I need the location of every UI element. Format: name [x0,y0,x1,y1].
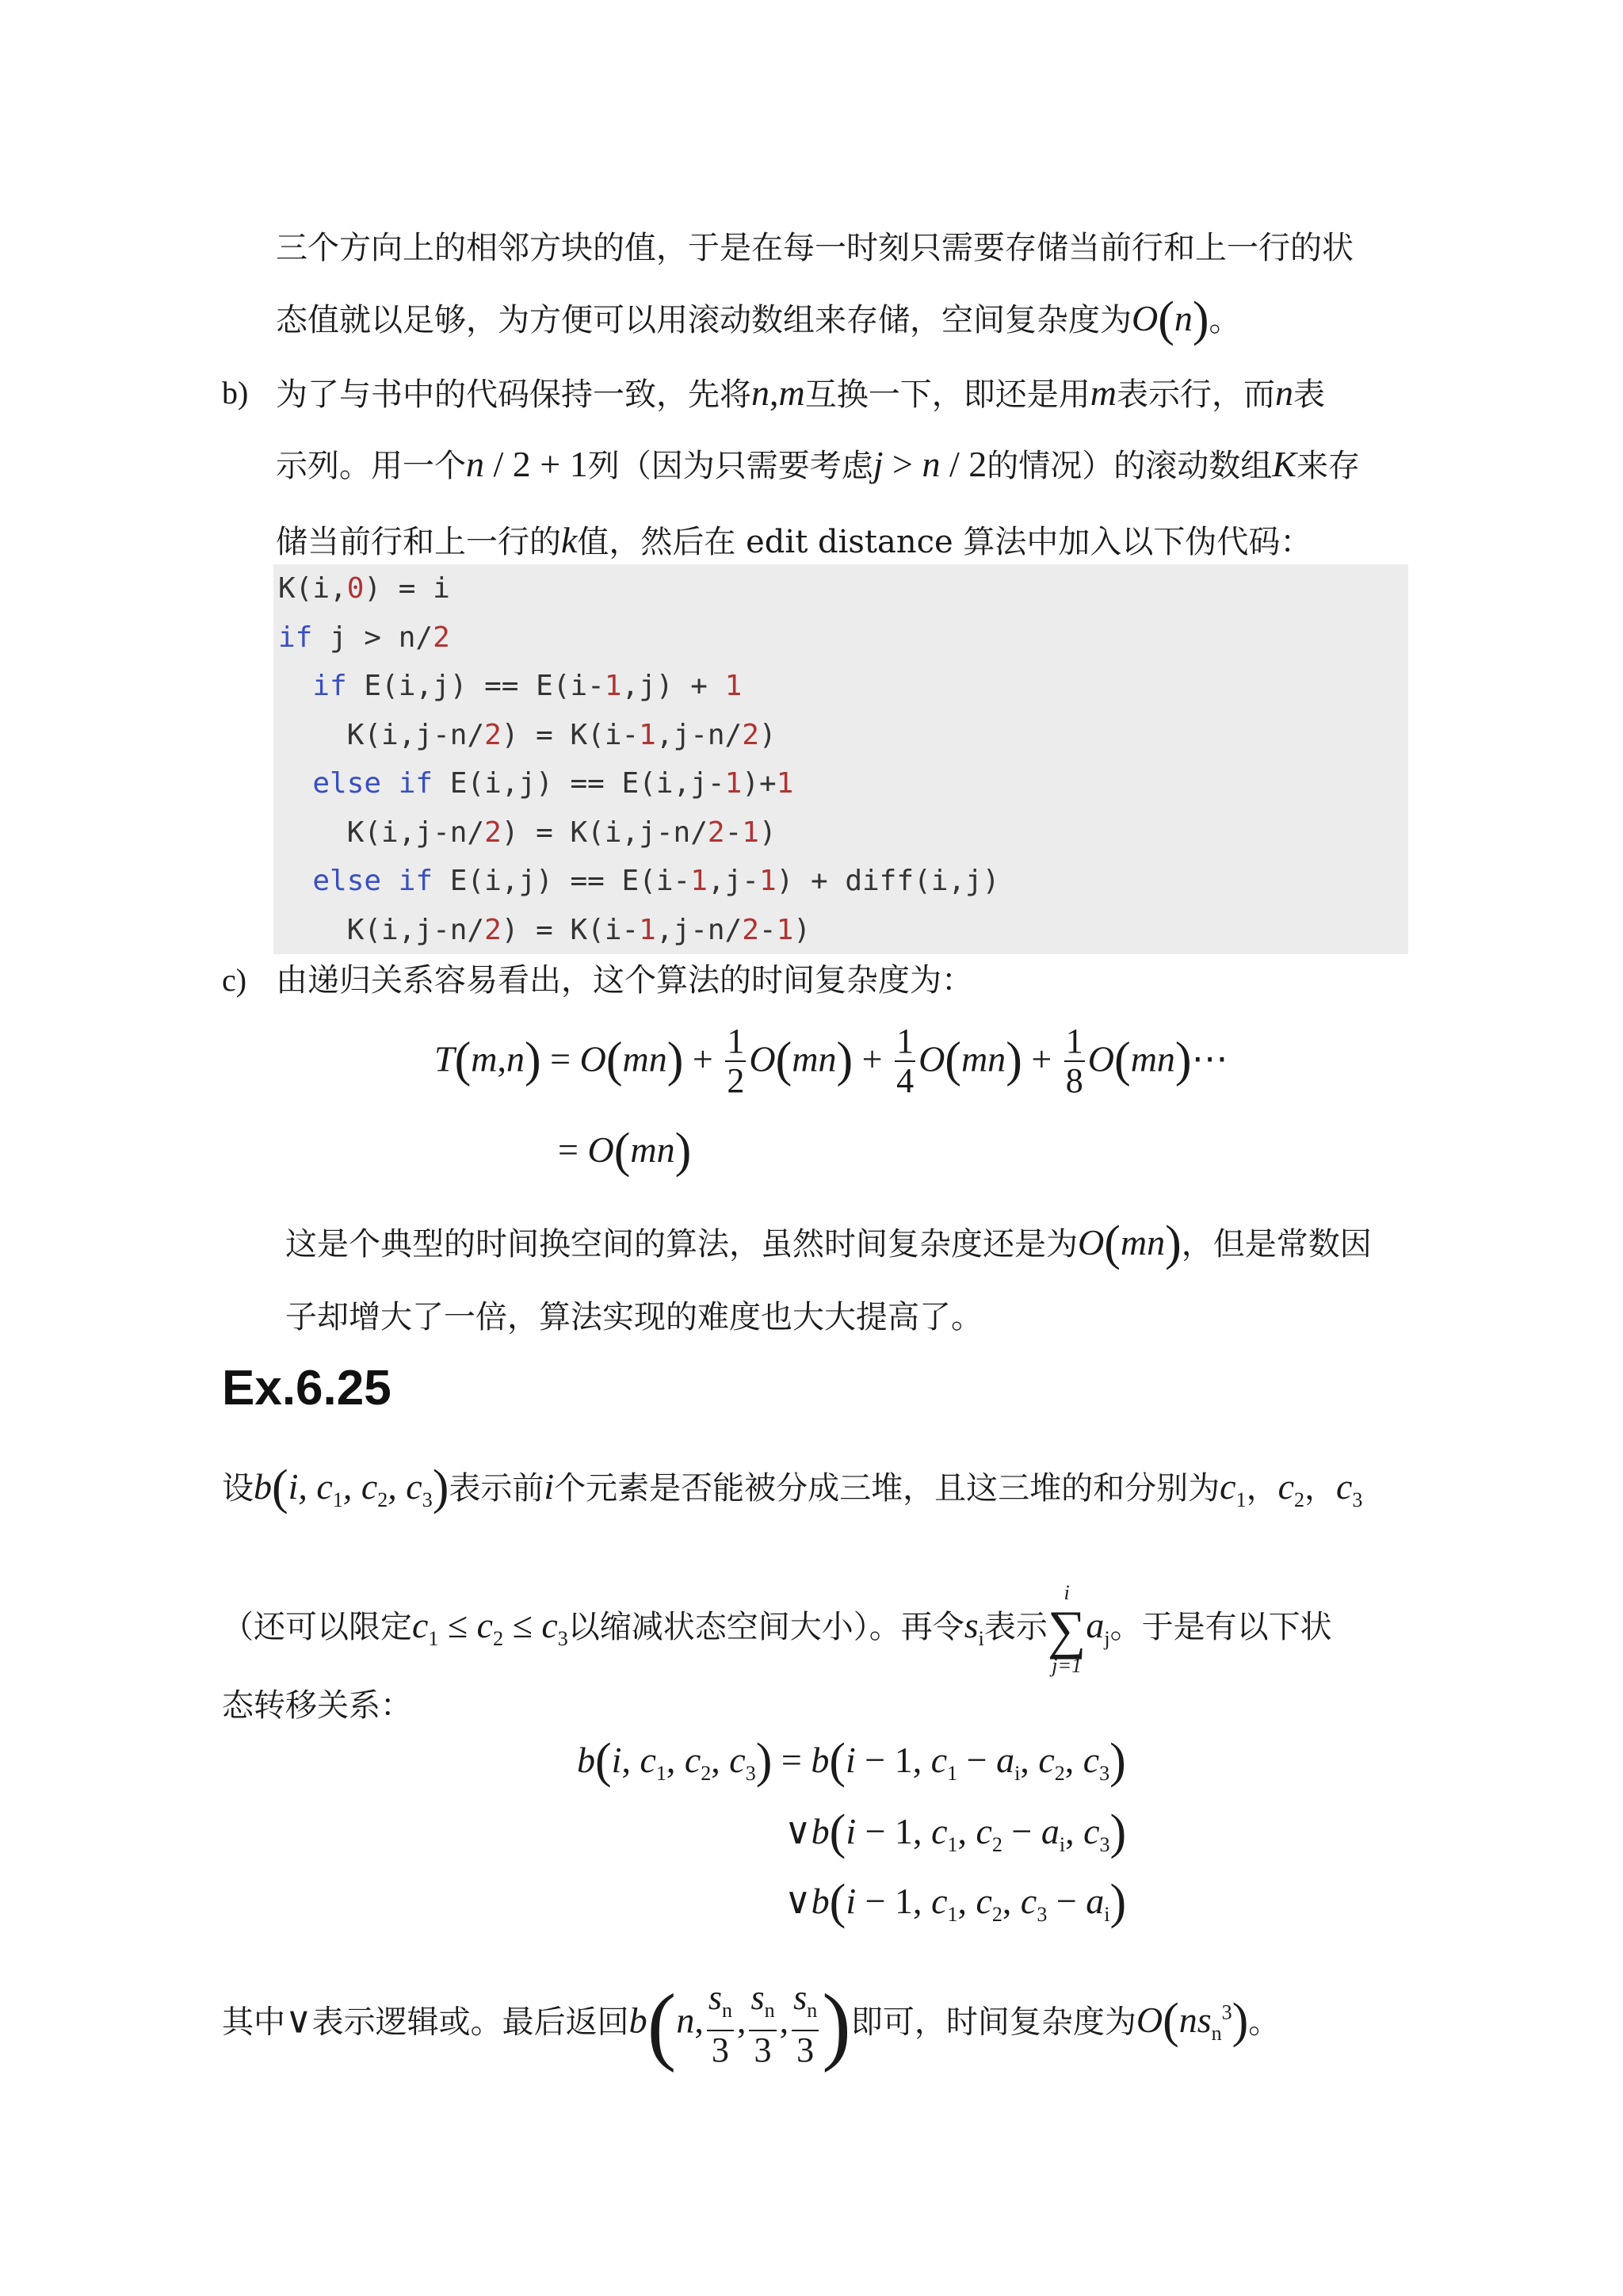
text: 互换一下，即还是用 [804,376,1090,413]
math-c2: $c_2$ [1277,1466,1304,1512]
math-c2: $c_2$ [476,1605,504,1651]
text: 设 [222,1470,254,1507]
math-O-n: O(n) [1132,292,1209,346]
fraction: $\frac{s_n}{3}$ [750,1978,775,2070]
math-comma: , [769,372,779,413]
math-O-mn: O(mn) [1078,1217,1182,1270]
code-block [273,564,1408,954]
code-line: else if E(i,j) == E(i,j-1)+1 [312,767,794,800]
paragraph-line: 其中∨表示逻辑或。最后返回b(n, $\frac{s_n}{3}$ , $\frac{s_n}{3}$ , $\frac{s_n}{3}$ )即可，时间复杂度为$O(ns_n^3)$。 [222,1976,1281,2073]
paragraph-line: 设b(i, $c_1$, $c_2$, $c_3$)表示前i个元素是否能被分成三堆，且这三堆的和分别为$c_1$，$c_2$，$c_3$ [222,1461,1363,1515]
math-b-return: b [628,2000,647,2041]
paragraph-line [276,517,1312,566]
paragraph-line: 三个方向上的相邻方块的值，于是在每一时刻只需要存储当前行和上一行的状 [276,230,1354,266]
math-i: i [544,1466,555,1507]
math-n: n [1274,372,1293,413]
math-m: m [1090,372,1117,413]
text: 表示 [983,1609,1048,1645]
code-line: K(i,j-n/2) = K(i,j-n/2-1) [278,816,777,849]
paragraph-line [285,1219,1372,1268]
text: ，但是常数因 [1181,1226,1372,1263]
math-n-half-plus-one: n [466,444,484,484]
text: 。 [1248,2004,1281,2041]
math-c3: $c_3$ [1335,1466,1363,1512]
text: 态值就以足够，为方便可以用滚动数组来存储，空间复杂度为 [276,302,1132,338]
text: 表示行，而 [1116,376,1275,413]
text: 即可，时间复杂度为 [850,2004,1136,2041]
math-m: m [778,372,805,413]
text: 以缩减状态空间大小）。再令 [567,1609,964,1645]
text: 表示前 [449,1470,544,1507]
fraction: $\frac{s_n}{3}$ [793,1978,818,2070]
paragraph-line [276,441,1360,490]
text: 列（因为只需要考虑 [587,448,873,484]
text: 值，然后在 edit distance 算法中加入以下伪代码： [577,524,1312,560]
paragraph-line [276,292,1241,346]
text: 来存 [1296,448,1360,484]
text: 个元素是否能被分成三堆，且这三堆的和分别为 [554,1470,1220,1507]
fraction: $\frac{s_n}{3}$ [708,1978,732,2070]
math-n-m: n [751,372,769,413]
code-line: K(i,0) = i [278,572,450,605]
text: 。 [1209,302,1241,338]
text: 表 [1293,376,1325,413]
fraction: $\frac{1}{2}$ [727,1022,745,1100]
text: 为了与书中的代码保持一致，先将 [276,376,751,413]
code-line: if j > n/2 [278,621,450,654]
summation: i ∑ j=1 [1047,1581,1086,1677]
text: 示列。用一个 [276,448,466,484]
math-a-j: $a_j$ [1086,1605,1110,1651]
text: 。于是有以下状 [1109,1609,1332,1645]
math-leq: ≤ [438,1605,477,1645]
fraction: $\frac{1}{4}$ [896,1022,915,1100]
math-K: K [1272,444,1296,484]
math-b: b(i, $c_1$, $c_2$, $c_3$) [254,1461,449,1515]
code-line: K(i,j-n/2) = K(i-1,j-n/2-1) [278,913,811,946]
math-c1: $c_1$ [1220,1466,1247,1512]
paren: ( [647,1976,677,2073]
code-line: if E(i,j) == E(i-1,j) + 1 [312,670,743,702]
math-n: n [922,444,941,484]
paragraph-line [222,1581,1332,1678]
equation-transition-1: b(i, $c_1$, $c_2$, $c_3) = b(i - 1$, $c_1 - a_i$, $c_2$, $c_3$) [577,1734,1126,1788]
code-line: K(i,j-n/2) = K(i-1,j-n/2) [278,718,777,751]
math-n: n [676,2000,695,2041]
math-s-i: $s_i$ [964,1605,984,1651]
paragraph-line: 子却增大了一倍，算法实现的难度也大大提高了。 [285,1299,983,1335]
paragraph-line [276,369,1325,418]
math-c3: $c_3$ [541,1605,568,1651]
paren: ) [822,1976,851,2073]
equation-transition-2: ∨b(i − 1, $c_1$, $c_2 - a_i$, $c_3$) [785,1805,1127,1859]
paragraph-line: 态转移关系： [222,1687,412,1724]
text: 表示逻辑或。最后返回 [311,2004,629,2041]
math-expr: / 2 + 1 [484,444,588,484]
fraction: $\frac{1}{8}$ [1065,1022,1083,1100]
math-ineq: $c_1$ [412,1605,439,1651]
math-complexity: $O(ns_n^3)$ [1136,1994,1249,2049]
text: 这是个典型的时间换空间的算法，虽然时间复杂度还是为 [285,1226,1078,1263]
text: 其中 [222,2004,285,2041]
paragraph-line: 由递归关系容易看出，这个算法的时间复杂度为： [276,962,973,999]
text: （还可以限定 [222,1609,412,1645]
equation-transition-3: ∨b(i − 1, $c_1$, $c_2$, $c_3 - a_i$) [785,1875,1127,1929]
equation-T: T(m,n) = O(mn) + $\frac{1}{2}$ O(mn) + $\frac{1}{4}$ O(mn) + $\frac{1}{8}$ O(mn)⋯ [434,1022,1228,1100]
text: 的情况）的滚动数组 [987,448,1273,484]
math-k: k [561,520,578,560]
math-j: j [873,444,884,484]
math-half: / 2 [940,444,987,484]
math-leq: ≤ [503,1605,542,1645]
math-or: ∨ [285,2000,312,2041]
code-line: else if E(i,j) == E(i-1,j-1) + diff(i,j) [312,865,1000,897]
section-heading: Ex.6.25 [222,1361,391,1415]
text: 储当前行和上一行的 [276,524,561,560]
list-label-b: b) [222,375,249,411]
equation-result: = O(mn) [558,1124,692,1178]
list-label-c: c) [222,962,247,998]
math-gt: > [883,444,922,484]
